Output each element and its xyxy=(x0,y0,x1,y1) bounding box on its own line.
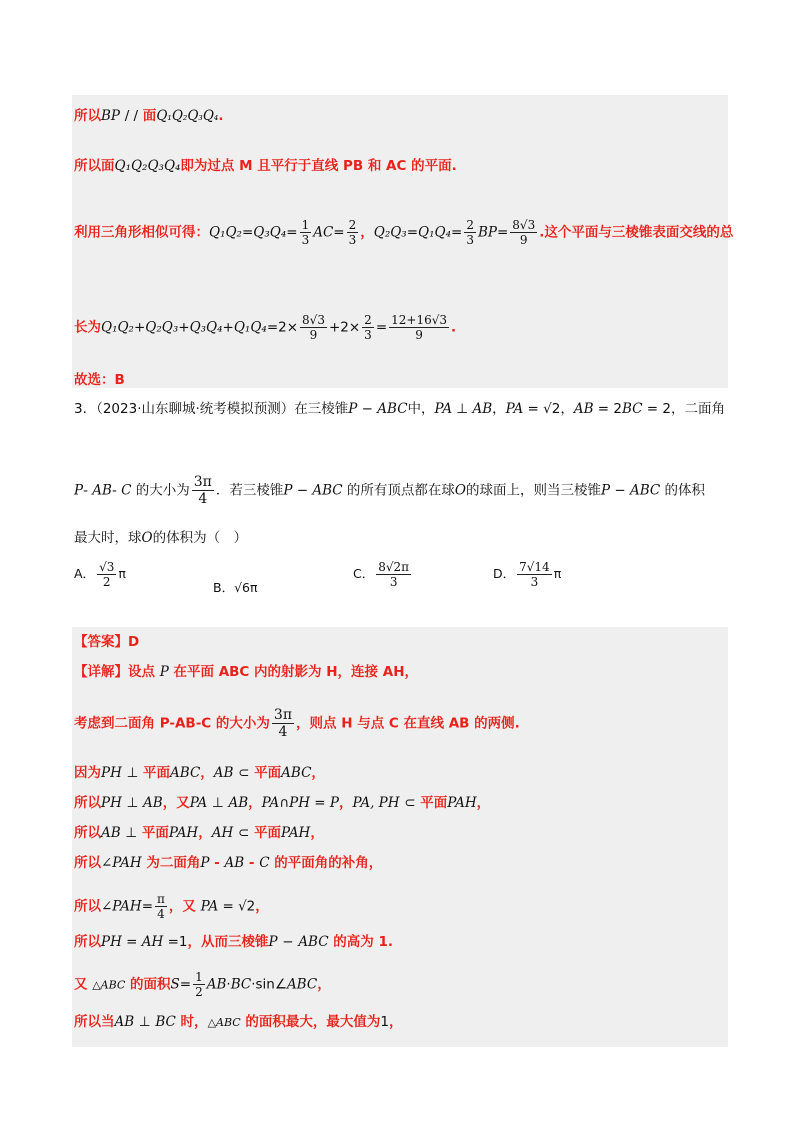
option-a: A． $\frac{√3}{2}$ π xyxy=(74,560,126,589)
option-d: D． $\frac{7√14}{3}$ π xyxy=(493,560,562,589)
detail-line-6: 所以∠PAH 为二面角P - AB - C 的平面角的补角， xyxy=(74,855,383,871)
detail-line-2: 考虑到二面角 P-AB-C 的大小为 $\frac{3\pi}{4}$ ，则点 H 与点 C 在直线 AB 的两侧. xyxy=(74,707,520,740)
solution-line-2: 所以面Q₁Q₂Q₃Q₄即为过点 M 且平行于直线 PB 和 AC 的平面. xyxy=(74,158,457,174)
detail-line-3: 因为PH ⊥ 平面ABC，AB ⊂ 平面ABC， xyxy=(74,765,325,781)
question-line-3: 最大时，球O的体积为（ ） xyxy=(74,530,248,546)
detail-line-4: 所以PH ⊥ AB，又PA ⊥ AB，PA∩PH = P，PA, PH ⊂ 平面PAH， xyxy=(74,795,491,811)
detail-line-5: 所以AB ⊥ 平面PAH，AH ⊂ 平面PAH， xyxy=(74,825,324,841)
detail-line-9: 又 △ABC 的面积S= $\frac{1}{2}$ AB·BC·sin∠ABC， xyxy=(74,970,331,999)
solution-choice: 故选：B xyxy=(74,372,125,388)
detail-line-1: 【详解】设点 P 在平面 ABC 内的射影为 H，连接 AH， xyxy=(74,664,418,680)
option-c: C． $\frac{8√2\pi}{3}$ xyxy=(353,560,410,589)
solution-line-1: 所以BP / / 面Q₁Q₂Q₃Q₄. xyxy=(74,108,224,124)
solution-line-4: 长为Q₁Q₂+Q₂Q₃+Q₃Q₄+Q₁Q₄=2× $\frac{8√3}{9}$ +2× $\frac{2}{3}$ = $\frac{12+16√3}{9}$ . xyxy=(74,313,457,342)
detail-line-8: 所以PH = AH =1，从而三棱锥P − ABC 的高为 1. xyxy=(74,934,393,950)
question-line-1: 3．（2023·山东聊城·统考模拟预测）在三棱锥P − ABC中，PA ⊥ AB，PA = √2，AB = 2BC = 2，二面角 xyxy=(74,401,725,417)
detail-line-10: 所以当AB ⊥ BC 时，△ABC 的面积最大，最大值为1， xyxy=(74,1014,403,1030)
detail-line-7: 所以∠PAH= $\frac{\pi}{4}$ ，又 PA = √2， xyxy=(74,892,269,921)
option-b: B．√6π xyxy=(213,580,258,595)
answer-line: 【答案】D xyxy=(74,634,140,650)
question-line-2: P- AB- C 的大小为 $\frac{3\pi}{4}$ ．若三棱锥P − ABC 的所有顶点都在球O的球面上，则当三棱锥P − ABC 的体积 xyxy=(74,474,706,507)
solution-line-3: 利用三角形相似可得：Q₁Q₂=Q₃Q₄= $\frac{1}{3}$ AC= $\frac{2}{3}$ ，Q₂Q₃=Q₁Q₄= $\frac{2}{3}$ BP= $\frac{8√3}{9}$ .这个平面与三棱锥表面交线的总 xyxy=(74,218,734,247)
